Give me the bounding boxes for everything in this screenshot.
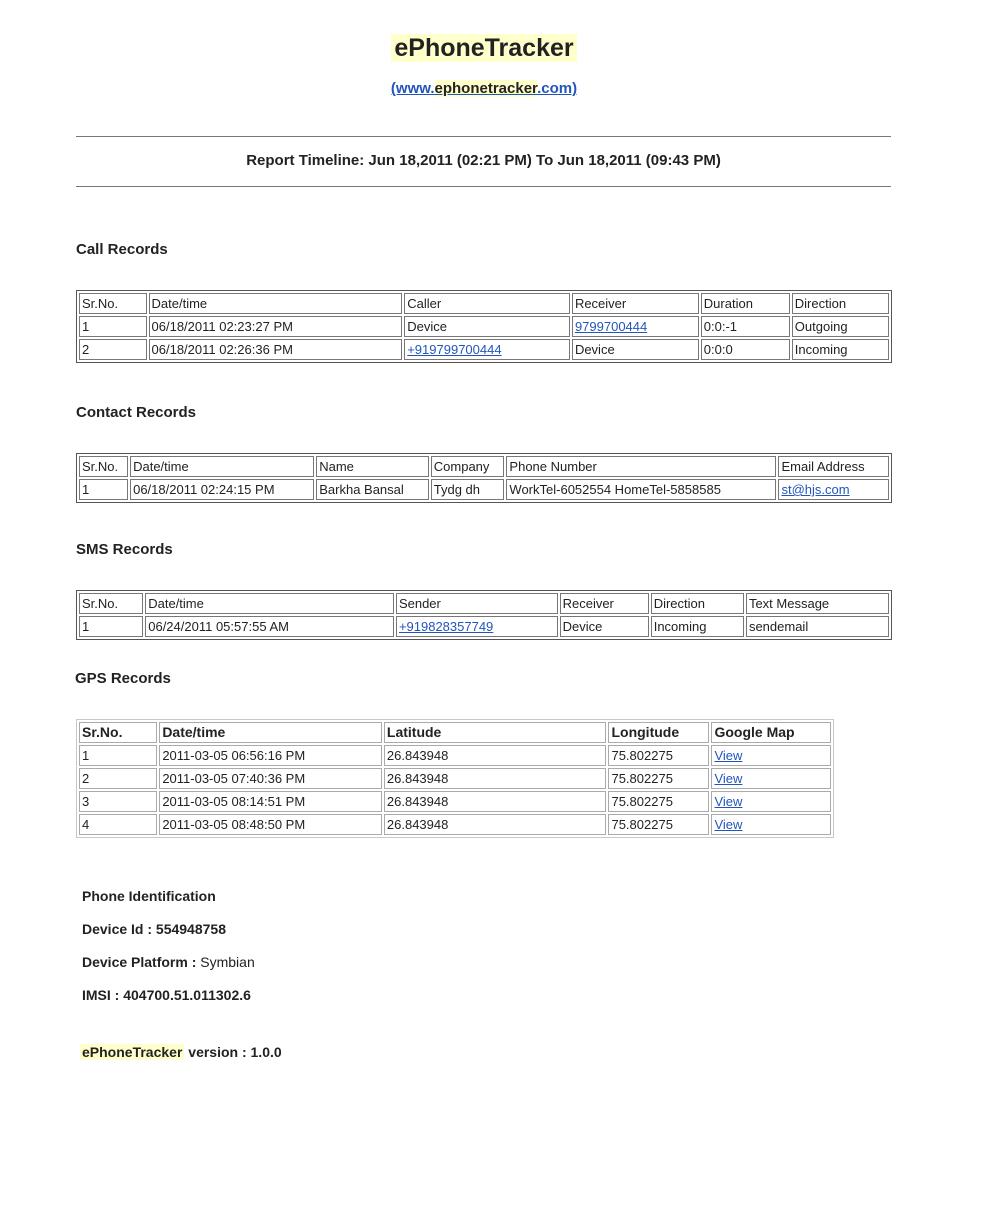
- column-header: Caller: [404, 293, 570, 314]
- column-header: Name: [316, 456, 429, 477]
- table-cell: 06/18/2011 02:23:27 PM: [149, 316, 403, 337]
- table-cell: 0:0:-1: [701, 316, 790, 337]
- column-header: Sr.No.: [79, 456, 128, 477]
- table-cell: 26.843948: [384, 791, 607, 812]
- table-cell: 75.802275: [608, 791, 709, 812]
- column-header: Text Message: [746, 593, 889, 614]
- table-cell: [778, 479, 889, 500]
- table-cell: 4: [79, 814, 157, 835]
- column-header: Receiver: [572, 293, 699, 314]
- table-cell: 0:0:0: [701, 339, 790, 360]
- table-cell: 2011-03-05 08:48:50 PM: [159, 814, 382, 835]
- device-platform-label: Device Platform :: [82, 954, 197, 970]
- table-cell: 2011-03-05 07:40:36 PM: [159, 768, 382, 789]
- column-header: Latitude: [384, 722, 607, 743]
- table-cell: 75.802275: [608, 768, 709, 789]
- table-row: [79, 316, 889, 337]
- caller-phone-link[interactable]: +919799700444: [407, 342, 502, 357]
- table-row: [79, 339, 889, 360]
- table-cell: 1: [79, 745, 157, 766]
- table-cell: 2: [79, 768, 157, 789]
- device-platform-value: Symbian: [200, 954, 255, 970]
- table-cell: Device: [404, 316, 570, 337]
- gps-records-table: [76, 719, 834, 838]
- column-header: Direction: [651, 593, 744, 614]
- contact-records-title: Contact Records: [76, 404, 197, 421]
- view-map-link[interactable]: View: [714, 748, 743, 763]
- table-row: [79, 479, 889, 500]
- view-map-link[interactable]: View: [714, 794, 743, 809]
- table-cell: Outgoing: [792, 316, 889, 337]
- table-header-row: [79, 593, 889, 614]
- receiver-phone-link[interactable]: 9799700444: [574, 319, 648, 334]
- table-cell: 1: [79, 616, 143, 637]
- table-cell: [396, 616, 558, 637]
- table-cell: Barkha Bansal: [316, 479, 429, 500]
- column-header: Email Address: [778, 456, 889, 477]
- report-title-text: ePhoneTracker: [391, 34, 576, 62]
- table-row: [79, 814, 831, 835]
- table-row: [79, 791, 831, 812]
- table-cell: [711, 791, 831, 812]
- website-link[interactable]: [391, 80, 577, 97]
- table-row: [79, 768, 831, 789]
- column-header: Date/time: [159, 722, 382, 743]
- table-cell: sendemail: [746, 616, 889, 637]
- sender-phone-link[interactable]: +919828357749: [398, 619, 494, 634]
- website-brand: ephonetracker: [434, 80, 538, 97]
- gps-records-title: GPS Records: [75, 670, 171, 687]
- table-cell: Tydg dh: [431, 479, 505, 500]
- phone-identification-heading: Phone Identification: [82, 888, 216, 904]
- column-header: Longitude: [608, 722, 709, 743]
- view-map-link[interactable]: View: [714, 771, 743, 786]
- table-cell: [404, 339, 570, 360]
- report-title: [0, 31, 968, 65]
- table-cell: Device: [572, 339, 699, 360]
- device-id: Device Id : 554948758: [82, 921, 226, 937]
- version-line: [80, 1043, 282, 1061]
- sms-records-table: [76, 590, 892, 640]
- column-header: Duration: [701, 293, 790, 314]
- table-cell: [711, 814, 831, 835]
- call-records-title: Call Records: [76, 241, 168, 258]
- table-cell: 06/18/2011 02:24:15 PM: [130, 479, 314, 500]
- table-cell: Incoming: [651, 616, 744, 637]
- divider-top: [76, 136, 891, 137]
- version-brand: ePhoneTracker: [82, 1044, 183, 1060]
- column-header: Direction: [792, 293, 889, 314]
- table-cell: [572, 316, 699, 337]
- table-cell: 75.802275: [608, 745, 709, 766]
- table-cell: 2011-03-05 06:56:16 PM: [159, 745, 382, 766]
- column-header: Receiver: [560, 593, 649, 614]
- table-row: [79, 616, 889, 637]
- table-cell: 06/24/2011 05:57:55 AM: [145, 616, 394, 637]
- call-records-table: [76, 290, 892, 363]
- column-header: Company: [431, 456, 505, 477]
- column-header: Sender: [396, 593, 558, 614]
- table-header-row: [79, 293, 889, 314]
- column-header: Phone Number: [506, 456, 776, 477]
- table-cell: [711, 745, 831, 766]
- table-cell: 2011-03-05 08:14:51 PM: [159, 791, 382, 812]
- device-platform: [82, 953, 255, 971]
- website-prefix: (www.: [390, 80, 435, 97]
- table-cell: 1: [79, 479, 128, 500]
- table-cell: 26.843948: [384, 745, 607, 766]
- table-cell: Incoming: [792, 339, 889, 360]
- view-map-link[interactable]: View: [714, 817, 743, 832]
- table-cell: 06/18/2011 02:26:36 PM: [149, 339, 403, 360]
- table-header-row: [79, 456, 889, 477]
- table-cell: 75.802275: [608, 814, 709, 835]
- table-cell: 26.843948: [384, 814, 607, 835]
- column-header: Sr.No.: [79, 722, 157, 743]
- table-cell: 1: [79, 316, 147, 337]
- imsi: IMSI : 404700.51.011302.6: [82, 987, 251, 1003]
- column-header: Date/time: [130, 456, 314, 477]
- column-header: Google Map: [711, 722, 831, 743]
- table-cell: 26.843948: [384, 768, 607, 789]
- column-header: Sr.No.: [79, 593, 143, 614]
- divider-bottom: [76, 186, 891, 187]
- contact-records-table: [76, 453, 892, 503]
- table-row: [79, 745, 831, 766]
- website-suffix: .com): [537, 80, 578, 97]
- table-cell: Device: [560, 616, 649, 637]
- table-cell: 3: [79, 791, 157, 812]
- table-header-row: [79, 722, 831, 743]
- table-cell: 2: [79, 339, 147, 360]
- email-link[interactable]: st@hjs.com: [781, 482, 850, 497]
- report-timeline: Report Timeline: Jun 18,2011 (02:21 PM) To Jun 18,2011 (09:43 PM): [246, 152, 721, 169]
- version-number: version : 1.0.0: [188, 1044, 282, 1060]
- column-header: Date/time: [149, 293, 403, 314]
- table-cell: [711, 768, 831, 789]
- sms-records-title: SMS Records: [76, 541, 173, 558]
- website-link-line: [0, 79, 968, 99]
- column-header: Date/time: [145, 593, 394, 614]
- column-header: Sr.No.: [79, 293, 147, 314]
- table-cell: WorkTel-6052554 HomeTel-5858585: [506, 479, 776, 500]
